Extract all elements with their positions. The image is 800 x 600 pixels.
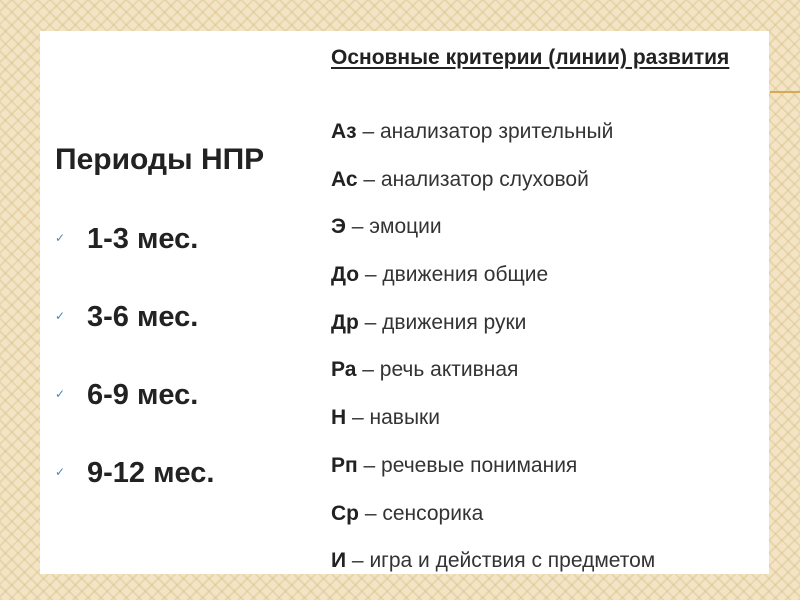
criteria-list — [331, 117, 655, 574]
period-label: 3-6 мес. — [87, 301, 199, 333]
period-label: 1-3 мес. — [87, 223, 199, 255]
criteria-code: Э — [331, 215, 346, 239]
criteria-code: Н — [331, 406, 347, 430]
check-icon: ✓ — [55, 309, 66, 323]
criteria-code: Др — [331, 310, 359, 334]
periods-list — [55, 223, 214, 535]
criteria-desc: – игра и действия с предметом — [346, 549, 656, 573]
slide — [40, 31, 769, 574]
criteria-code: Ас — [331, 167, 358, 191]
criteria-item — [331, 546, 655, 574]
criteria-item — [331, 117, 655, 165]
periods-title: Периоды НПР — [55, 143, 265, 176]
criteria-code: До — [331, 263, 360, 287]
criteria-desc: – движения общие — [359, 263, 549, 287]
criteria-code: Рп — [331, 453, 358, 477]
check-icon: ✓ — [55, 387, 66, 401]
criteria-desc: – анализатор слуховой — [357, 167, 589, 191]
period-item — [55, 223, 214, 301]
criteria-code: Аз — [331, 120, 357, 143]
criteria-desc: – движения руки — [358, 310, 527, 334]
criteria-title: Основные критерии (линии) развития — [331, 46, 730, 69]
criteria-desc: – речь активная — [356, 358, 519, 382]
criteria-code: Ср — [331, 501, 359, 525]
period-label: 6-9 мес. — [87, 379, 199, 411]
check-icon: ✓ — [55, 231, 66, 245]
criteria-desc: – навыки — [346, 406, 440, 430]
period-item — [55, 457, 214, 535]
period-item — [55, 379, 214, 457]
criteria-item — [331, 165, 655, 213]
criteria-item — [331, 403, 655, 451]
criteria-desc: – сенсорика — [359, 501, 484, 525]
criteria-item — [331, 212, 655, 260]
criteria-item — [331, 308, 655, 356]
criteria-item — [331, 355, 655, 403]
criteria-code: Ра — [331, 358, 357, 382]
criteria-item — [331, 499, 655, 547]
accent-line — [770, 91, 800, 93]
criteria-desc: – эмоции — [345, 215, 442, 239]
criteria-desc: – анализатор зрительный — [356, 120, 614, 143]
criteria-item — [331, 260, 655, 308]
criteria-item — [331, 451, 655, 499]
criteria-code: И — [331, 549, 347, 573]
period-label: 9-12 мес. — [87, 457, 215, 489]
check-icon: ✓ — [55, 465, 66, 479]
criteria-desc: – речевые понимания — [357, 453, 578, 477]
period-item — [55, 301, 214, 379]
